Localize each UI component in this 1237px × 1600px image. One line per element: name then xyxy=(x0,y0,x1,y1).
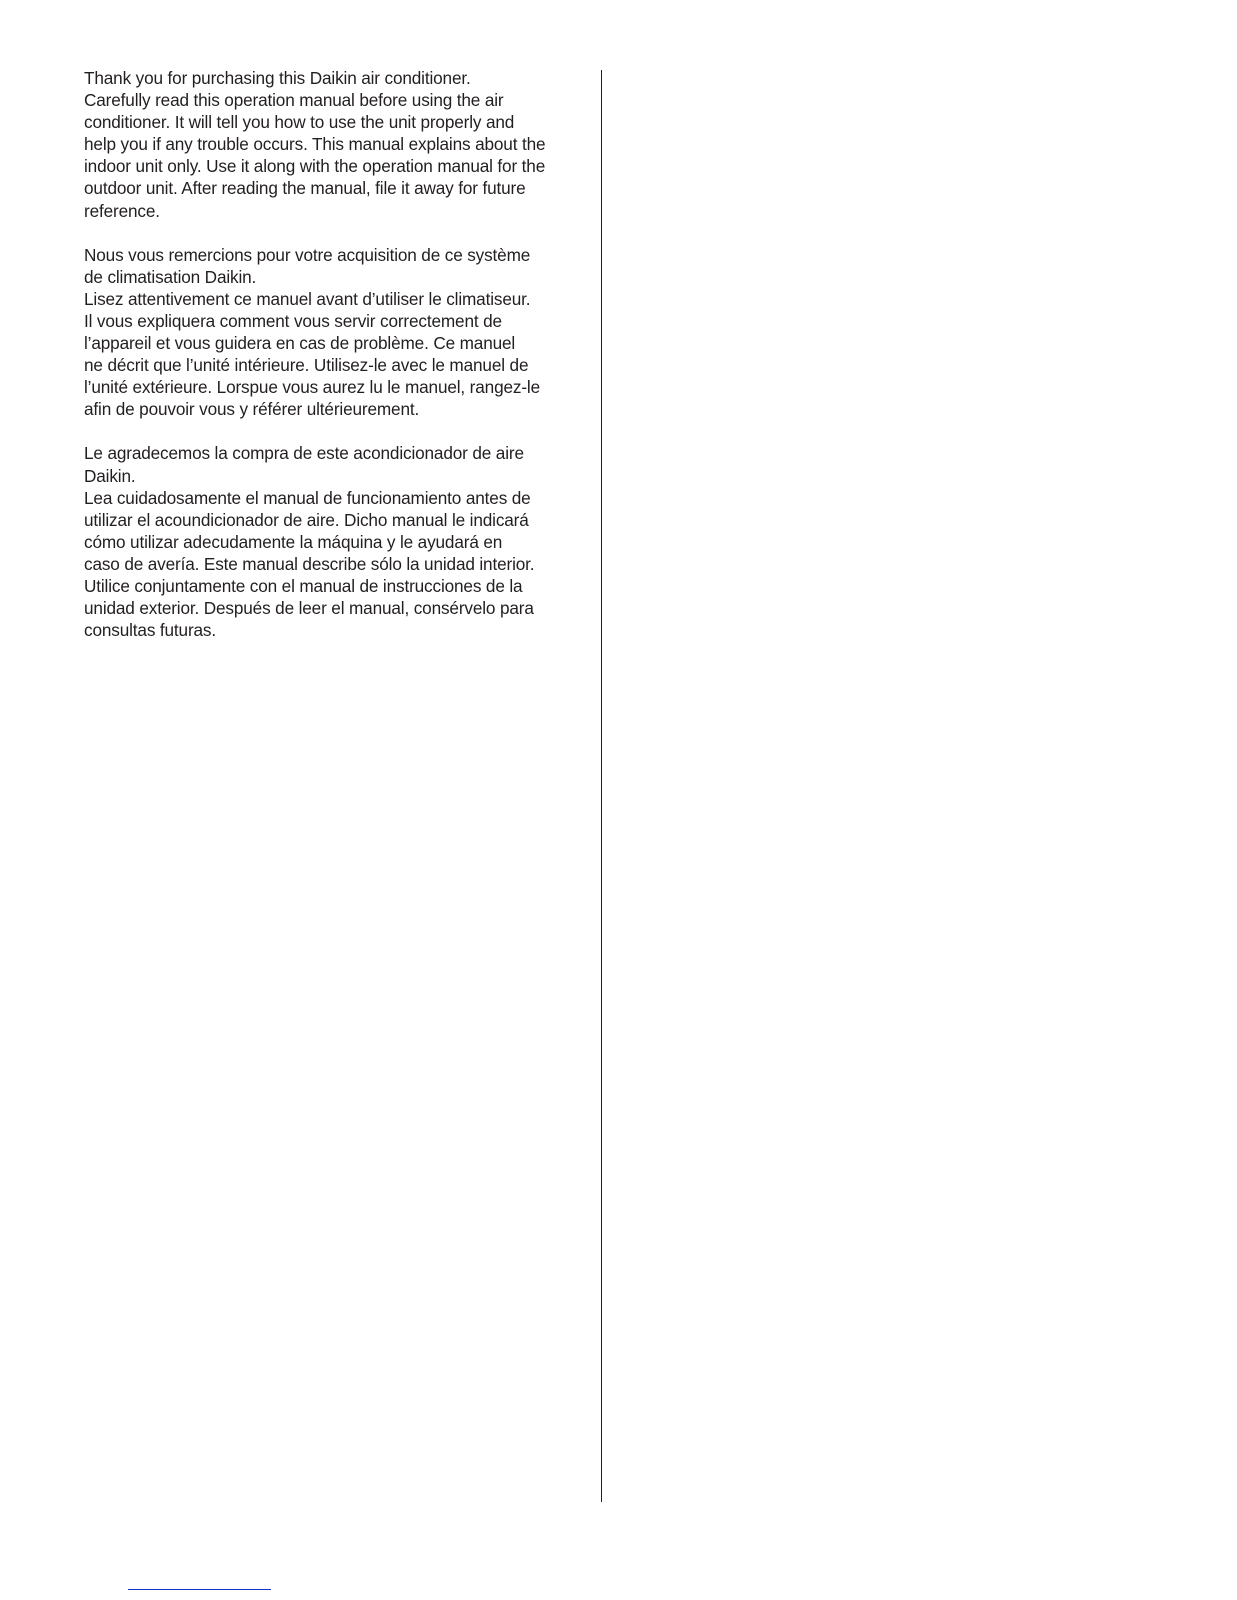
paragraph-line: Lisez attentivement ce manuel avant d’utiliser le climatiseur. xyxy=(84,288,531,309)
paragraph-line: outdoor unit. After reading the manual, file it away for future xyxy=(84,178,526,199)
paragraph-line: reference. xyxy=(84,200,160,221)
paragraph-line: Thank you for purchasing this Daikin air conditioner. xyxy=(84,68,471,88)
intro-text-column xyxy=(84,67,574,641)
paragraph-line: Daikin. xyxy=(84,465,136,486)
paragraph-line: help you if any trouble occurs. This manual explains about the xyxy=(84,134,546,155)
paragraph-line: utilizar el acoundicionador de aire. Dicho manual le indicará xyxy=(84,509,529,530)
paragraph-line: cómo utilizar adecudamente la máquina y le ayudará en xyxy=(84,531,503,552)
paragraph-line: l’unité extérieure. Lorspue vous aurez lu le manuel, rangez-le xyxy=(84,377,540,398)
paragraph-line: Carefully read this operation manual before using the air xyxy=(84,90,504,111)
footer-link-underline[interactable] xyxy=(128,1589,271,1590)
paragraph-line: conditioner. It will tell you how to use the unit properly and xyxy=(84,112,515,133)
column-divider xyxy=(601,70,602,1502)
paragraph-french xyxy=(84,244,574,421)
paragraph-line: Utilice conjuntamente con el manual de instrucciones de la xyxy=(84,575,523,596)
paragraph-line: afin de pouvoir vous y référer ultérieurement. xyxy=(84,399,420,420)
paragraph-line: de climatisation Daikin. xyxy=(84,266,257,287)
paragraph-english xyxy=(84,67,574,222)
paragraph-line: Il vous expliquera comment vous servir correctement de xyxy=(84,310,502,331)
paragraph-spanish xyxy=(84,442,574,641)
paragraph-line: Le agradecemos la compra de este acondicionador de aire xyxy=(84,443,524,464)
paragraph-line: l’appareil et vous guidera en cas de problème. Ce manuel xyxy=(84,333,516,354)
paragraph-line: ne décrit que l’unité intérieure. Utilisez-le avec le manuel de xyxy=(84,355,529,376)
paragraph-line: Nous vous remercions pour votre acquisition de ce système xyxy=(84,244,531,265)
paragraph-line: caso de avería. Este manual describe sólo la unidad interior. xyxy=(84,553,535,574)
paragraph-line: consultas futuras. xyxy=(84,620,217,641)
paragraph-line: Lea cuidadosamente el manual de funcionamiento antes de xyxy=(84,487,531,508)
paragraph-line: unidad exterior. Después de leer el manual, consérvelo para xyxy=(84,598,534,619)
paragraph-line: indoor unit only. Use it along with the operation manual for the xyxy=(84,156,546,177)
